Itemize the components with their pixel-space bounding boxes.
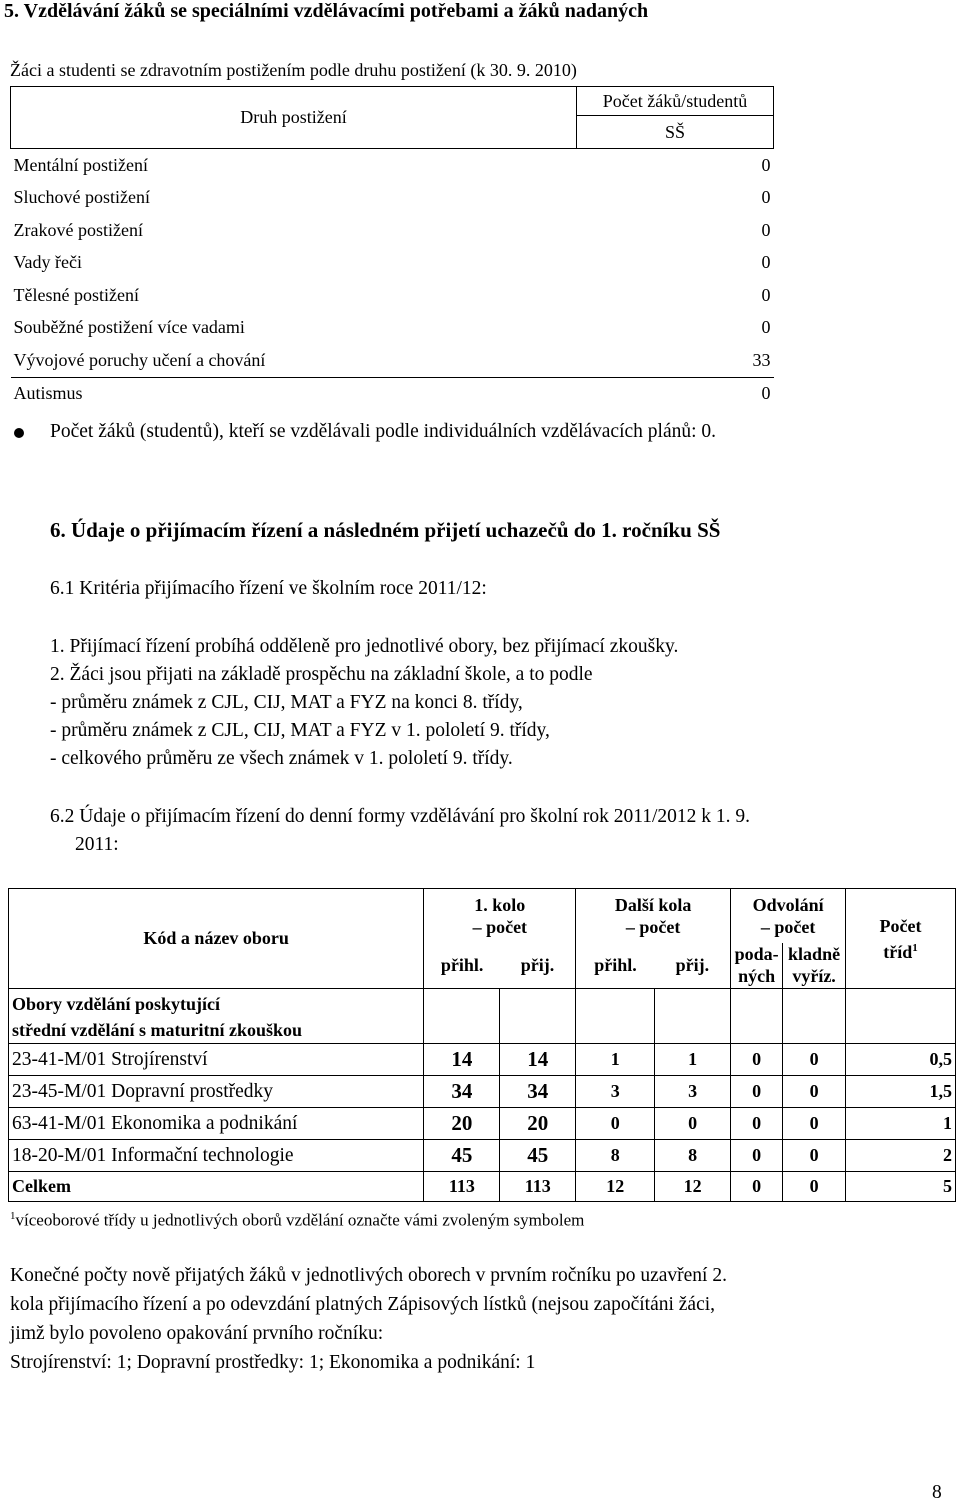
iep-count-text: Počet žáků (studentů), kteří se vzdělávali podle individuálních vzdělávacích plánů: 0. — [50, 421, 717, 442]
cell-submitted: 0 — [731, 1140, 783, 1172]
table-row — [9, 1044, 956, 1076]
row-value: 33 — [577, 344, 774, 377]
cell-admitted: 45 — [500, 1140, 576, 1172]
cell-classes: 1,5 — [846, 1076, 956, 1108]
table-row — [11, 214, 774, 247]
cell-applied: 14 — [424, 1044, 500, 1076]
header-round1: 1. kolo – počet — [424, 889, 576, 943]
total-admitted: 113 — [500, 1172, 576, 1202]
cell-applied-2: 0 — [576, 1108, 655, 1140]
row-value: 0 — [761, 252, 771, 273]
cell-applied: 34 — [424, 1076, 500, 1108]
final-paragraph-line: Konečné počty nově přijatých žáků v jednotlivých oborech v prvním ročníku po uzavření 2. — [10, 1265, 727, 1286]
cell-submitted: 0 — [731, 1044, 783, 1076]
header-submitted: poda- ných — [731, 943, 783, 989]
criteria-item: - celkového průměru ze všech známek v 1. pololetí 9. třídy. — [50, 748, 513, 769]
header-admitted-2: přij. — [655, 943, 731, 989]
cell-classes: 2 — [846, 1140, 956, 1172]
admission-table — [8, 888, 956, 1202]
footnote: $^1$víceoborové třídy u jednotlivých oborů vzdělání označte vámi zvoleným symbolem — [10, 1210, 585, 1230]
section-5-title: 5. Vzdělávání žáků se speciálními vzdělávacími potřebami a žáků nadaných — [4, 0, 649, 22]
row-value: 0 — [761, 383, 771, 404]
final-paragraph-line: kola přijímacího řízení a po odevzdání platných Zápisových lístků (nejsou započítáni žáci, — [10, 1294, 716, 1315]
header-appeals: Odvolání – počet — [731, 889, 846, 943]
cell-granted: 0 — [783, 1076, 846, 1108]
row-value: 0 — [761, 284, 771, 305]
table-row — [9, 1140, 956, 1172]
cell-admitted-2: 8 — [655, 1140, 731, 1172]
cell-admitted-2: 3 — [655, 1076, 731, 1108]
row-label: Souběžné postižení více vadami — [13, 317, 245, 338]
criteria-item: - průměru známek z CJL, CIJ, MAT a FYZ na konci 8. třídy, — [50, 692, 523, 713]
table-row — [11, 312, 774, 345]
section-6-title: 6. Údaje o přijímacím řízení a následném přijetí uchazečů do 1. ročníku SŠ — [50, 518, 721, 542]
row-label: Autismus — [13, 383, 83, 404]
header-granted: kladně vyříz. — [783, 943, 846, 989]
bullet-icon — [14, 428, 24, 438]
criteria-item: 1. Přijímací řízení probíhá odděleně pro jednotlivé obory, bez přijímací zkoušky. — [50, 636, 679, 657]
col-header-type: Druh postižení — [11, 87, 577, 149]
cell-classes: 1 — [846, 1108, 956, 1140]
total-applied: 113 — [424, 1172, 500, 1202]
group-row — [9, 989, 956, 1044]
cell-admitted-2: 0 — [655, 1108, 731, 1140]
program-name: 18-20-M/01 Informační technologie — [9, 1140, 424, 1172]
row-label: Tělesné postižení — [13, 284, 139, 305]
header-applied: přihl. — [424, 943, 500, 989]
row-value: 0 — [761, 219, 771, 240]
header-admitted: přij. — [500, 943, 576, 989]
row-label: Vady řeči — [13, 252, 82, 273]
section-6-2-title: 6.2 Údaje o přijímacím řízení do denní formy vzdělávání pro školní rok 2011/2012 k 1. 9. — [50, 806, 751, 827]
table-row — [11, 182, 774, 215]
final-paragraph-line: Strojírenství: 1; Dopravní prostředky: 1; Ekonomika a podnikání: 1 — [10, 1352, 536, 1373]
total-row — [9, 1172, 956, 1202]
program-name: 63-41-M/01 Ekonomika a podnikání — [9, 1108, 424, 1140]
table-row — [11, 344, 774, 377]
cell-admitted-2: 1 — [655, 1044, 731, 1076]
row-label: Sluchové postižení — [13, 187, 150, 208]
cell-admitted: 20 — [500, 1108, 576, 1140]
cell-classes: 0,5 — [846, 1044, 956, 1076]
cell-applied: 20 — [424, 1108, 500, 1140]
header-applied-2: přihl. — [576, 943, 655, 989]
table1-caption: Žáci a studenti se zdravotním postižením podle druhu postižení (k 30. 9. 2010) — [10, 60, 577, 80]
page-number: 8 — [932, 1482, 942, 1503]
cell-submitted: 0 — [731, 1108, 783, 1140]
group-label: Obory vzdělání poskytující střední vzdělání s maturitní zkouškou — [9, 989, 424, 1044]
row-value: 0 — [761, 154, 771, 175]
disability-table — [10, 86, 774, 410]
cell-granted: 0 — [783, 1140, 846, 1172]
cell-granted: 0 — [783, 1044, 846, 1076]
total-classes: 5 — [846, 1172, 956, 1202]
table-row — [9, 1108, 956, 1140]
table-row — [9, 1076, 956, 1108]
final-paragraph-line: jimž bylo povoleno opakování prvního ročníku: — [10, 1323, 384, 1344]
total-granted: 0 — [783, 1172, 846, 1202]
col-header-ss: SŠ — [577, 116, 774, 149]
section-6-1-title: 6.1 Kritéria přijímacího řízení ve školním roce 2011/12: — [50, 578, 487, 599]
cell-admitted: 14 — [500, 1044, 576, 1076]
total-label: Celkem — [9, 1172, 424, 1202]
total-admitted-2: 12 — [655, 1172, 731, 1202]
row-value: 0 — [761, 187, 771, 208]
criteria-item: 2. Žáci jsou přijati na základě prospěchu na základní škole, a to podle — [50, 664, 593, 685]
program-name: 23-41-M/01 Strojírenství — [9, 1044, 424, 1076]
cell-applied-2: 1 — [576, 1044, 655, 1076]
cell-applied-2: 8 — [576, 1140, 655, 1172]
cell-applied: 45 — [424, 1140, 500, 1172]
row-value: 0 — [761, 317, 771, 338]
cell-submitted: 0 — [731, 1076, 783, 1108]
table-row — [11, 149, 774, 182]
header-further-rounds: Další kola – počet — [576, 889, 731, 943]
col-header-count: Počet žáků/studentů — [577, 87, 774, 116]
total-submitted: 0 — [731, 1172, 783, 1202]
section-6-2-title-cont: 2011: — [75, 834, 119, 855]
row-label: Zrakové postižení — [13, 219, 143, 240]
criteria-item: - průměru známek z CJL, CIJ, MAT a FYZ v 1. pololetí 9. třídy, — [50, 720, 550, 741]
table-row — [11, 377, 774, 410]
program-name: 23-45-M/01 Dopravní prostředky — [9, 1076, 424, 1108]
cell-applied-2: 3 — [576, 1076, 655, 1108]
total-applied-2: 12 — [576, 1172, 655, 1202]
cell-admitted: 34 — [500, 1076, 576, 1108]
header-classes: Počet tříd$^1$ — [846, 889, 956, 989]
table-row — [11, 279, 774, 312]
row-label: Mentální postižení — [13, 154, 148, 175]
header-code: Kód a název oboru — [9, 889, 424, 989]
row-label: Vývojové poruchy učení a chování — [11, 344, 577, 377]
cell-granted: 0 — [783, 1108, 846, 1140]
table-row — [11, 247, 774, 280]
